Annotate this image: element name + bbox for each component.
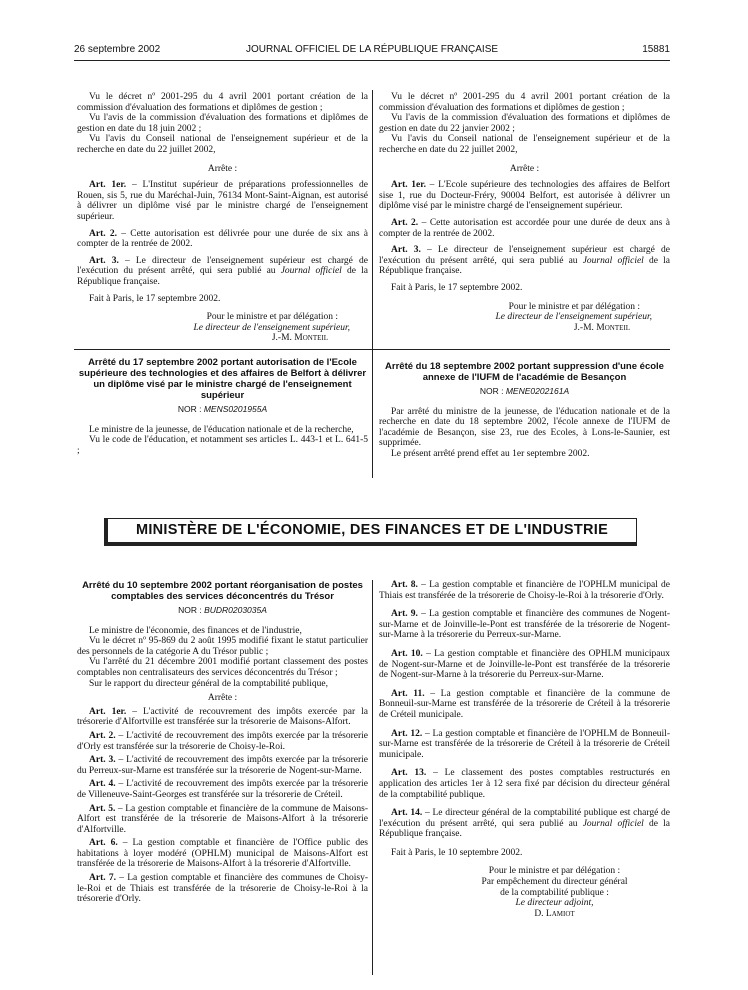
signature-line: de la comptabilité publique : bbox=[500, 887, 609, 898]
signature-place-date: Fait à Paris, le 10 septembre 2002. bbox=[391, 847, 523, 858]
bottom-left-column bbox=[77, 580, 368, 905]
paragraph: Vu le décret nº 2001-295 du 4 avril 2001 portant création de la commission d'évaluation des formations et diplômes de gestion ; bbox=[77, 92, 368, 113]
nor-reference: NOR : BUDR0203035A bbox=[178, 605, 267, 615]
article: Art. 1er. – L'activité de recouvrement des impôts exercée par la trésorerie d'Alfortville est transférée sur la trésorerie de Maisons-Alfort. bbox=[77, 706, 368, 728]
column-separator bbox=[372, 90, 373, 478]
section-rule bbox=[372, 349, 670, 350]
bottom-right-column bbox=[379, 580, 670, 919]
article: Art. 2. – L'activité de recouvrement des impôts exercée par la trésorerie d'Orly est transférée sur la trésorerie de Choisy-le-Roi. bbox=[77, 730, 368, 752]
paragraph: Le ministre de l'économie, des finances et de l'industrie, bbox=[89, 625, 302, 636]
paragraph: Le ministre de la jeunesse, de l'éducation nationale et de la recherche, bbox=[89, 424, 354, 435]
ministry-banner: MINISTÈRE DE L'ÉCONOMIE, DES FINANCES ET DE L'INDUSTRIE bbox=[104, 518, 637, 546]
paragraph: Vu l'avis de la commission d'évaluation des formations et diplômes de gestion en date du 18 juin 2002 ; bbox=[77, 113, 368, 134]
signature-line: Pour le ministre et par délégation : bbox=[206, 312, 338, 323]
signature-place-date: Fait à Paris, le 17 septembre 2002. bbox=[89, 293, 221, 304]
signature-place-date: Fait à Paris, le 17 septembre 2002. bbox=[391, 282, 523, 293]
article: Art. 3. – L'activité de recouvrement des impôts exercée par la trésorerie du Perreux-sur-Marne est transférée sur la trésorerie de Nogent-sur-Marne. bbox=[77, 755, 368, 776]
arrete-heading: Arrête : bbox=[509, 163, 540, 174]
decree-title: Arrêté du 17 septembre 2002 portant autorisation de l'Ecole supérieure des technologies et des affaires de Belfort à délivrer un diplôme visé par le ministre chargé de l'enseignement supérieur bbox=[78, 357, 367, 401]
paragraph: Vu l'avis du Conseil national de l'enseignement supérieur et de la recherche en date du 22 juillet 2002, bbox=[379, 134, 670, 155]
section-rule bbox=[74, 349, 372, 350]
top-left-column bbox=[77, 92, 368, 344]
article: Art. 2. – Cette autorisation est délivrée pour une durée de six ans à compter de la rentrée de 2002. bbox=[77, 228, 368, 250]
signature-name: D. Lamiot bbox=[534, 908, 575, 919]
article: Art. 1er. – L'Ecole supérieure des technologies des affaires de Belfort sise 1, rue du Docteur-Fréry, 90004 Belfort, est autorisée à délivrer un diplôme visé par le ministre chargé de l'enseignement supérieur. bbox=[379, 180, 670, 212]
paragraph: Vu le décret nº 2001-295 du 4 avril 2001 portant création de la commission d'évaluation des formations et diplômes de gestion ; bbox=[379, 92, 670, 113]
mid-left-column bbox=[77, 357, 368, 456]
article: Art. 1er. – L'Institut supérieur de préparations professionnelles de Rouen, sis 5, rue du Maréchal-Juin, 76134 Mont-Saint-Aignan, est autorisé à délivrer un diplôme visé par le ministre chargé de l'enseignement supérieur. bbox=[77, 180, 368, 222]
signature-line: Pour le ministre et par délégation : bbox=[488, 866, 621, 877]
signature-title: Le directeur de l'enseignement supérieur, bbox=[495, 312, 652, 323]
paragraph: Le présent arrêté prend effet au 1er septembre 2002. bbox=[391, 448, 590, 459]
signature-name: J.-M. Monteil bbox=[573, 322, 630, 333]
decree-title: Arrêté du 18 septembre 2002 portant suppression d'une école annexe de l'IUFM de l'académie de Besançon bbox=[385, 361, 664, 383]
decree-title: Arrêté du 10 septembre 2002 portant réorganisation de postes comptables des services déconcentrés du Trésor bbox=[82, 580, 363, 602]
mid-right-column bbox=[379, 361, 670, 460]
nor-reference: NOR : MENS0201955A bbox=[177, 404, 268, 414]
article: Art. 5. – La gestion comptable et financière de la commune de Maisons-Alfort est transférée de la trésorerie de Maisons-Alfort à la trésorerie d'Alfortville. bbox=[77, 803, 368, 835]
signature-line: Pour le ministre et par délégation : bbox=[508, 301, 640, 312]
signature-title: Le directeur adjoint, bbox=[515, 898, 594, 909]
article: Art. 7. – La gestion comptable et financière des communes de Choisy-le-Roi et de Thiais est transférée de la trésorerie de Choisy-le-Roi à la trésorerie d'Orly. bbox=[77, 873, 368, 905]
article: Art. 12. – La gestion comptable et financière de l'OPHLM de Bonneuil-sur-Marne est transférée de la trésorerie de Créteil à la trésorerie de Créteil municipale. bbox=[379, 728, 670, 760]
header-rule bbox=[74, 60, 670, 61]
paragraph: Vu le code de l'éducation, et notamment ses articles L. 443-1 et L. 641-5 ; bbox=[77, 435, 368, 456]
paragraph: Vu l'arrêté du 21 décembre 2001 modifié portant classement des postes comptables non centralisateurs des services déconcentrés du Trésor ; bbox=[77, 657, 368, 678]
arrete-heading: Arrête : bbox=[207, 693, 238, 704]
header-page-number: 15881 bbox=[642, 44, 670, 55]
article: Art. 9. – La gestion comptable et financière des communes de Nogent-sur-Marne et de Joinville-le-Pont est transférée de la trésorerie de Nogent-sur-Marne à la trésorerie du Perreux-sur-Marne. bbox=[379, 609, 670, 641]
article: Art. 2. – Cette autorisation est accordée pour une durée de deux ans à compter de la rentrée de 2002. bbox=[379, 217, 670, 239]
article: Art. 13. – Le classement des postes comptables restructurés en application des articles 1er à 12 sera fixé par décision du directeur général de la comptabilité publique. bbox=[379, 768, 670, 800]
header-date: 26 septembre 2002 bbox=[74, 44, 161, 55]
signature-title: Le directeur de l'enseignement supérieur, bbox=[193, 322, 350, 333]
page-header bbox=[74, 44, 670, 58]
article: Art. 10. – La gestion comptable et financière des OPHLM municipaux de Nogent-sur-Marne et de Joinville-le-Pont est transférée de la trésorerie de Nogent-sur-Marne à la trésorerie du Perreux-sur-Marne. bbox=[379, 648, 670, 681]
top-right-column bbox=[379, 92, 670, 333]
article: Art. 4. – L'activité de recouvrement des impôts exercée par la trésorerie de Villeneuve-Saint-Georges est transférée sur la trésorerie de Créteil. bbox=[77, 779, 368, 800]
signature-line: Par empêchement du directeur général bbox=[481, 877, 628, 888]
paragraph: Sur le rapport du directeur général de la comptabilité publique, bbox=[89, 678, 328, 689]
header-journal-title: JOURNAL OFFICIEL DE LA RÉPUBLIQUE FRANÇAISE bbox=[245, 44, 499, 55]
paragraph: Vu le décret nº 95-869 du 2 août 1995 modifié fixant le statut particulier des personnels de la catégorie A du Trésor public ; bbox=[77, 636, 368, 657]
article: Art. 8. – La gestion comptable et financière de l'OPHLM municipal de Thiais est transférée de la trésorerie de Choisy-le-Roi à la trésorerie d'Orly. bbox=[379, 580, 670, 601]
article: Art. 11. – La gestion comptable et financière de la commune de Bonneuil-sur-Marne est transférée de la trésorerie de Créteil à la trésorerie de Créteil municipale. bbox=[379, 688, 671, 720]
article: Art. 3. – Le directeur de l'enseignement supérieur est chargé de l'exécution du présent arrêté, qui sera publié au Journal officiel de la République française. bbox=[379, 245, 670, 277]
signature-name: J.-M. Monteil bbox=[271, 333, 328, 344]
article: Art. 14. – Le directeur général de la comptabilité publique est chargé de l'exécution du présent arrêté, qui sera publié au Journal officiel de la République française. bbox=[379, 808, 670, 840]
nor-reference: NOR : MENE0202161A bbox=[479, 386, 570, 396]
arrete-heading: Arrête : bbox=[207, 163, 238, 174]
paragraph: Vu l'avis du Conseil national de l'enseignement supérieur et de la recherche en date du 22 juillet 2002, bbox=[77, 134, 368, 155]
article: Art. 6. – La gestion comptable et financière de l'Office public des habitations à loyer modéré (OPHLM) municipal de Maisons-Alfort est transférée de la trésorerie de Maisons-Alfort à la trésorerie d'Alfortville. bbox=[77, 838, 368, 870]
paragraph: Par arrêté du ministre de la jeunesse, de l'éducation nationale et de la recherche en date du 18 septembre 2002, l'école annexe de l'IUFM de l'académie de Besançon, sise 23, rue des Ecoles, à Lons-le-Saunier, est supprimée. bbox=[379, 406, 670, 449]
paragraph: Vu l'avis de la commission d'évaluation des formations et diplômes de gestion en date du 22 janvier 2002 ; bbox=[379, 113, 670, 134]
article: Art. 3. – Le directeur de l'enseignement supérieur est chargé de l'exécution du présent arrêté, qui sera publié au Journal officiel de la République française. bbox=[77, 255, 368, 287]
column-separator bbox=[372, 580, 373, 975]
